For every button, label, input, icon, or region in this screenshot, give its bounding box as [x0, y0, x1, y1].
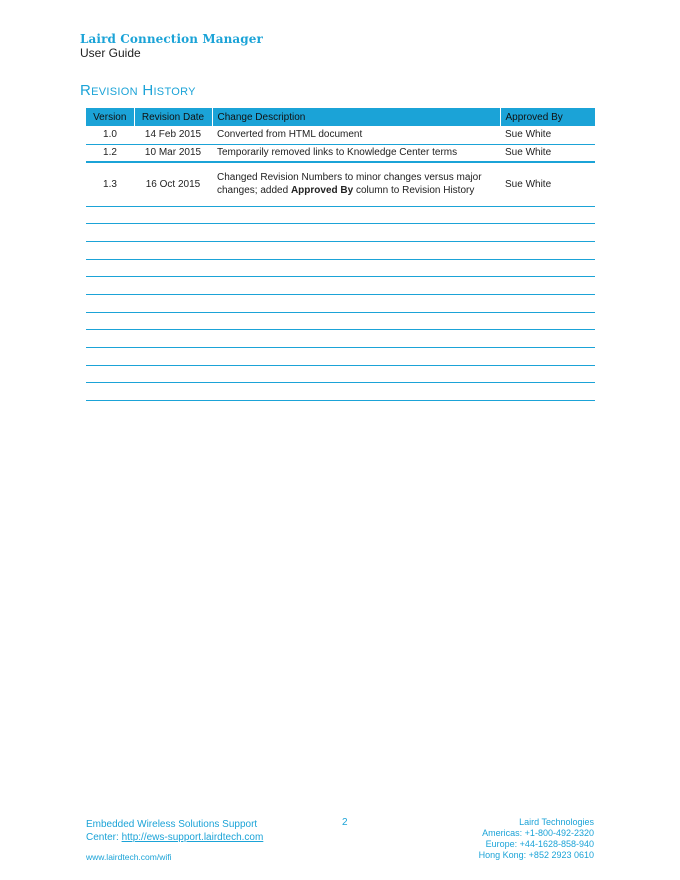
header-version: Version	[86, 108, 134, 126]
support-line: Embedded Wireless Solutions Support	[86, 819, 258, 830]
table-row	[86, 144, 595, 162]
description-bold-text: Approved By	[290, 185, 354, 197]
cell-description: Converted from HTML document	[212, 126, 500, 144]
company-name: Laird Technologies	[519, 817, 594, 827]
support-link[interactable]: http://ews-support.lairdtech.com	[121, 832, 264, 843]
cell-version: 1.2	[86, 144, 134, 162]
revision-history-table	[86, 108, 596, 401]
phone-hong-kong: Hong Kong: +852 2923 0610	[478, 850, 594, 860]
empty-table-row	[86, 330, 595, 348]
document-subtitle: User Guide	[80, 46, 141, 60]
description-text: column to Revision History	[353, 185, 475, 197]
phone-europe: Europe: +44-1628-858-940	[485, 839, 594, 849]
center-label: Center:	[86, 832, 122, 843]
cell-description	[212, 162, 500, 206]
empty-table-row	[86, 383, 595, 401]
cell-date: 16 Oct 2015	[134, 162, 212, 206]
empty-table-row	[86, 277, 595, 295]
cell-approved-by: Sue White	[500, 162, 595, 206]
cell-approved-by: Sue White	[500, 144, 595, 162]
header-approved-by: Approved By	[500, 108, 595, 126]
empty-table-row	[86, 348, 595, 366]
footer-support	[86, 818, 263, 844]
empty-table-row	[86, 312, 595, 330]
empty-table-row	[86, 241, 595, 259]
empty-table-row	[86, 206, 595, 224]
cell-version: 1.3	[86, 162, 134, 206]
cell-description: Temporarily removed links to Knowledge Center terms	[212, 144, 500, 162]
cell-approved-by: Sue White	[500, 126, 595, 144]
support-center-line	[86, 831, 263, 844]
cell-version: 1.0	[86, 126, 134, 144]
header-revision-date: Revision Date	[134, 108, 212, 126]
header-change-description: Change Description	[212, 108, 500, 126]
table-row	[86, 162, 595, 206]
section-heading: Revision History	[80, 82, 196, 99]
description-text: Changed Revision Numbers to minor changes versus major changes; added	[217, 172, 482, 197]
table-header-row	[86, 108, 595, 126]
table-row	[86, 126, 595, 144]
cell-date: 14 Feb 2015	[134, 126, 212, 144]
empty-table-row	[86, 259, 595, 277]
cell-date: 10 Mar 2015	[134, 144, 212, 162]
document-title: Laird Connection Manager	[80, 32, 263, 46]
empty-table-row	[86, 294, 595, 312]
footer-contact	[479, 817, 594, 861]
page-number: 2	[342, 817, 348, 828]
footer-website: www.lairdtech.com/wifi	[86, 852, 172, 862]
phone-americas: Americas: +1-800-492-2320	[482, 828, 594, 838]
empty-table-row	[86, 365, 595, 383]
empty-table-row	[86, 224, 595, 242]
